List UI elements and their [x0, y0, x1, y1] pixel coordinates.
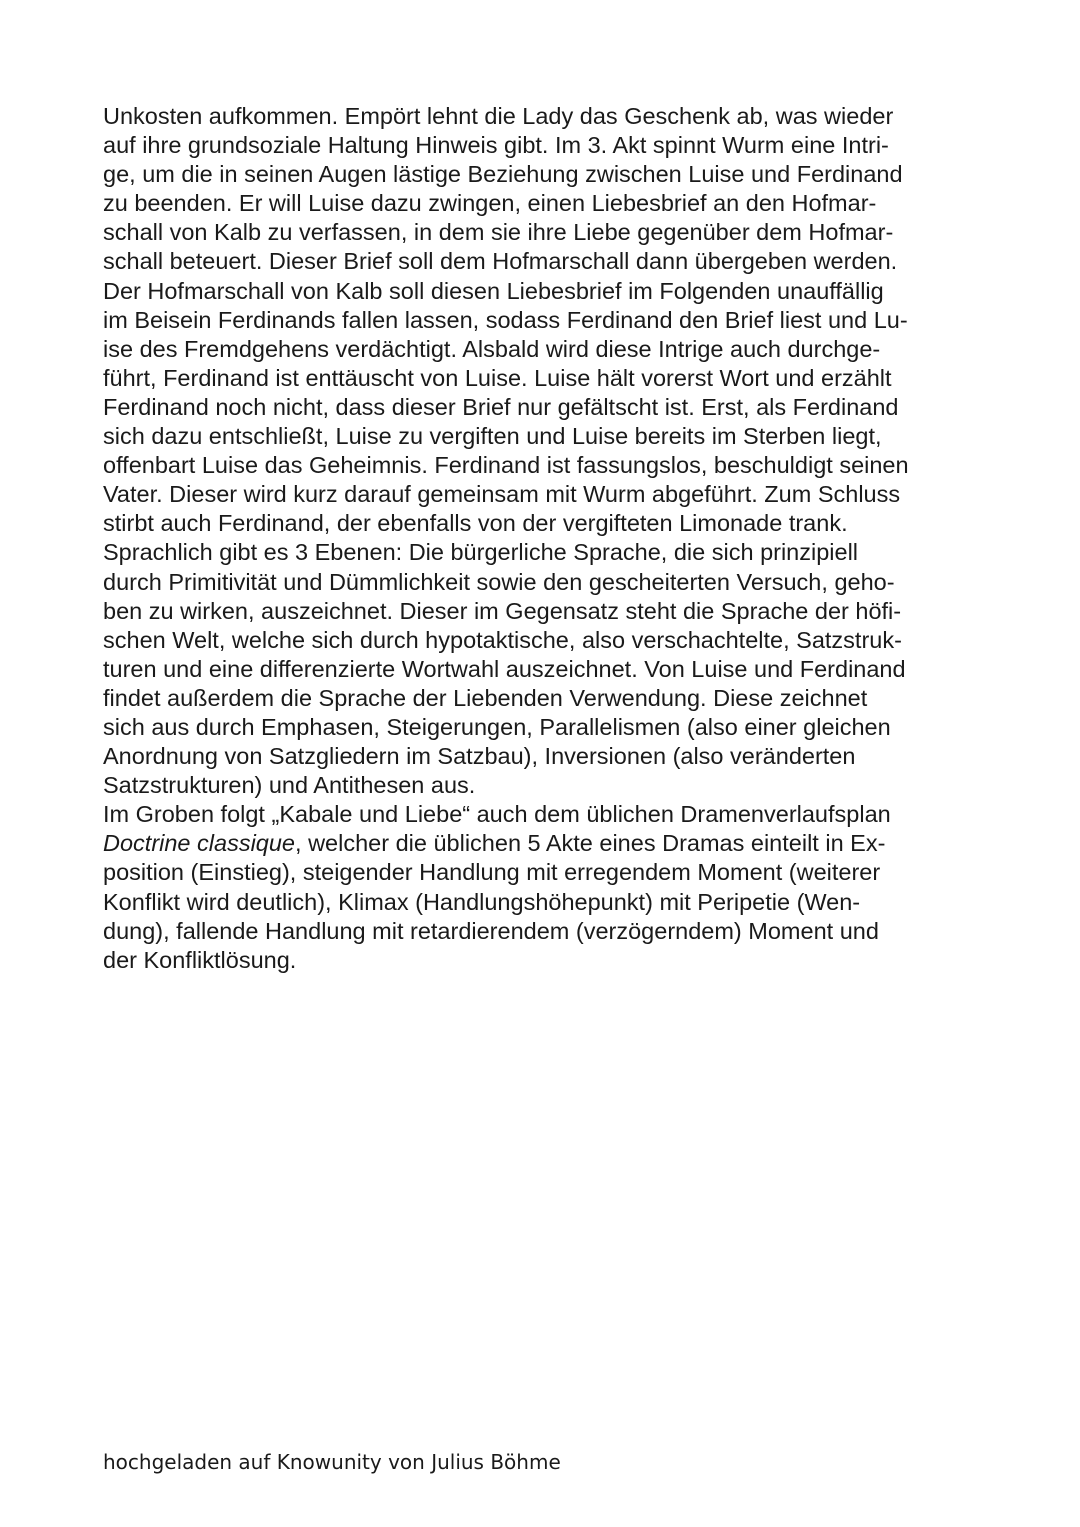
upload-credit-footer: hochgeladen auf Knowunity von Julius Böhme	[103, 1450, 561, 1474]
text-line: führt, Ferdinand ist enttäuscht von Luise. Luise hält vorerst Wort und erzählt	[103, 364, 892, 391]
text-line: schall von Kalb zu verfassen, in dem sie ihre Liebe gegenüber dem Hofmar-	[103, 219, 894, 246]
text-line: schall beteuert. Dieser Brief soll dem Hofmarschall dann übergeben werden.	[103, 248, 898, 275]
text-line: Satzstrukturen) und Antithesen aus.	[103, 772, 476, 799]
text-line: zu beenden. Er will Luise dazu zwingen, einen Liebesbrief an den Hofmar-	[103, 190, 877, 217]
text-line: der Konfliktlösung.	[103, 946, 297, 973]
text-line: Vater. Dieser wird kurz darauf gemeinsam mit Wurm abgeführt. Zum Schluss	[103, 481, 901, 508]
text-line: durch Primitivität und Dümmlichkeit sowie den gescheiterten Versuch, geho-	[103, 568, 895, 595]
doctrine-classique-term: Doctrine classique	[103, 830, 296, 857]
text-line: schen Welt, welche sich durch hypotaktische, also verschachtelte, Satzstruk-	[103, 626, 902, 653]
text-line: sich dazu entschließt, Luise zu vergiften und Luise bereits im Sterben liegt,	[103, 423, 882, 450]
text-line: im Beisein Ferdinands fallen lassen, sodass Ferdinand den Brief liest und Lu-	[103, 306, 908, 333]
text-line: turen und eine differenzierte Wortwahl auszeichnet. Von Luise und Ferdinand	[103, 655, 906, 682]
document-body	[103, 102, 983, 975]
text-line: position (Einstieg), steigender Handlung mit erregendem Moment (weiterer	[103, 859, 881, 886]
text-line: offenbart Luise das Geheimnis. Ferdinand ist fassungslos, beschuldigt seinen	[103, 452, 909, 479]
text-line: Ferdinand noch nicht, dass dieser Brief nur gefältscht ist. Erst, als Ferdinand	[103, 393, 899, 420]
text-line: sich aus durch Emphasen, Steigerungen, Parallelismen (also einer gleichen	[103, 713, 891, 740]
text-line: Anordnung von Satzgliedern im Satzbau), Inversionen (also veränderten	[103, 743, 856, 770]
text-line: ise des Fremdgehens verdächtigt. Alsbald wird diese Intrige auch durchge-	[103, 335, 881, 362]
text-line: Sprachlich gibt es 3 Ebenen: Die bürgerliche Sprache, die sich prinzipiell	[103, 539, 859, 566]
text-line: dung), fallende Handlung mit retardierendem (verzögerndem) Moment und	[103, 917, 879, 944]
text-line-doctrine	[103, 829, 983, 858]
text-line: ben zu wirken, auszeichnet. Dieser im Gegensatz steht die Sprache der höfi-	[103, 597, 902, 624]
text-line: stirbt auch Ferdinand, der ebenfalls von der vergifteten Limonade trank.	[103, 510, 848, 537]
text-line: findet außerdem die Sprache der Liebenden Verwendung. Diese zeichnet	[103, 684, 868, 711]
doctrine-line-rest: , welcher die üblichen 5 Akte eines Dramas einteilt in Ex-	[295, 830, 886, 857]
text-line: auf ihre grundsoziale Haltung Hinweis gibt. Im 3. Akt spinnt Wurm eine Intri-	[103, 132, 889, 159]
text-line: Der Hofmarschall von Kalb soll diesen Liebesbrief im Folgenden unauffällig	[103, 277, 884, 304]
text-line: Im Groben folgt „Kabale und Liebe“ auch dem üblichen Dramenverlaufsplan	[103, 801, 891, 828]
text-line: Konflikt wird deutlich), Klimax (Handlungshöhepunkt) mit Peripetie (Wen-	[103, 888, 861, 915]
text-line: ge, um die in seinen Augen lästige Beziehung zwischen Luise und Ferdinand	[103, 161, 903, 188]
text-line: Unkosten aufkommen. Empört lehnt die Lady das Geschenk ab, was wieder	[103, 103, 894, 129]
